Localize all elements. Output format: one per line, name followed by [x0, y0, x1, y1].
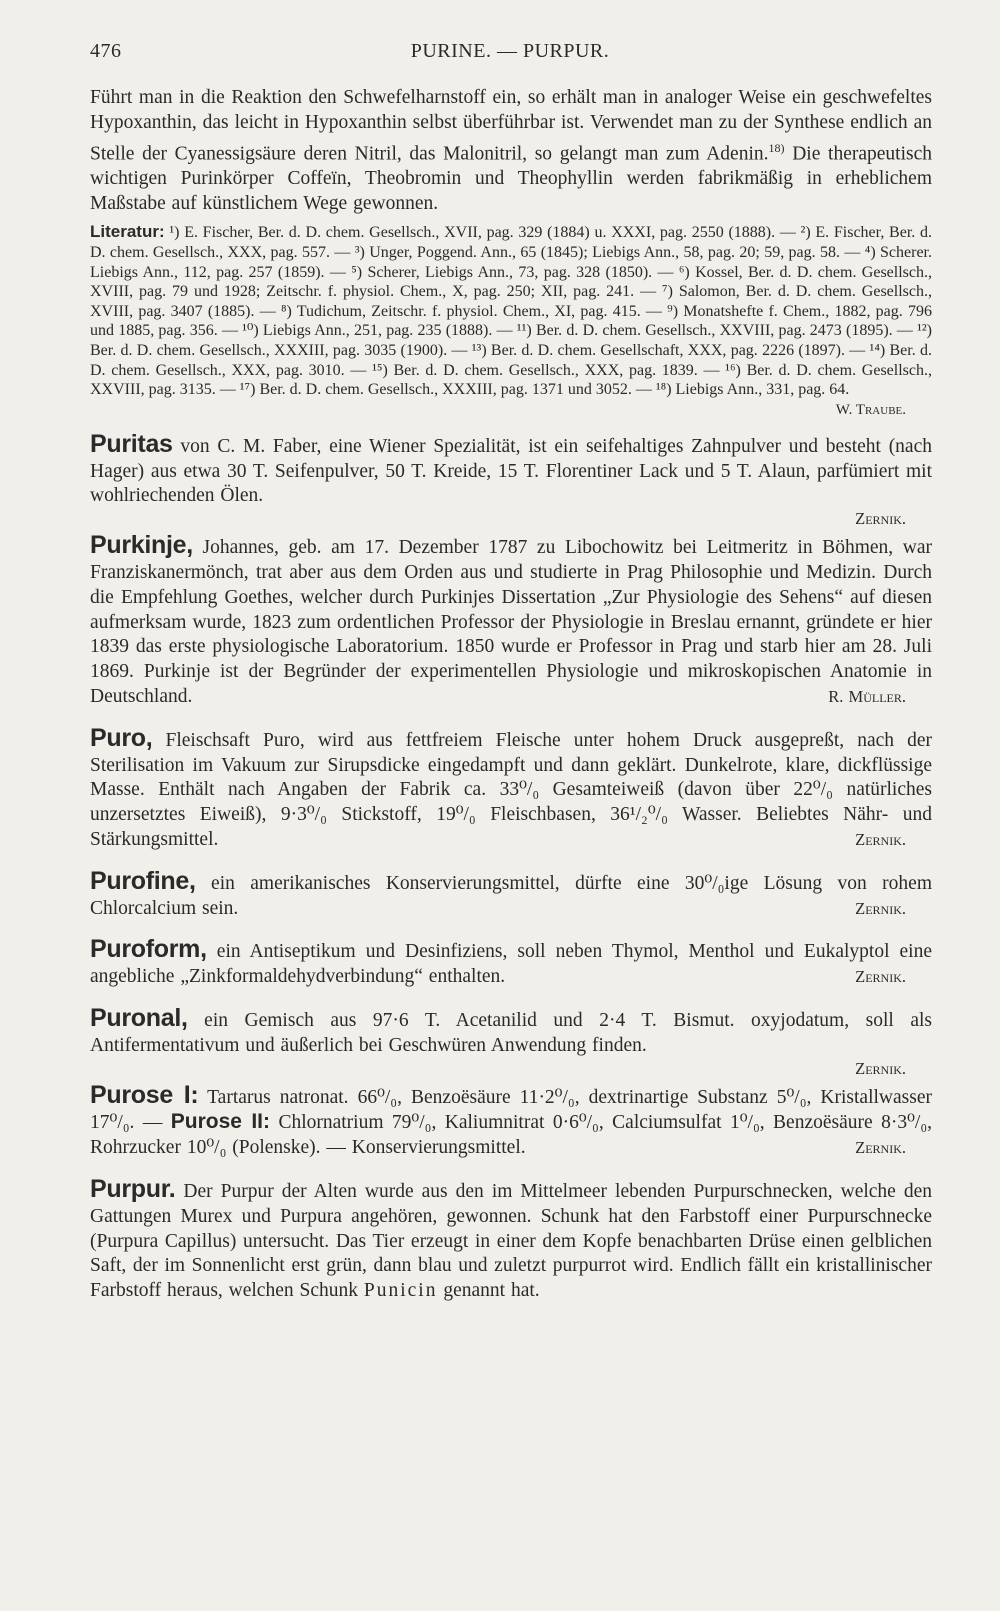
text-column [90, 86, 932, 1304]
entry-text: ein amerikanisches Konservierungsmittel, dürfte eine 30⁰/₀ige Lösung von rohem Chlorcalcium sein. [90, 872, 932, 919]
author-signature: Zernik. [855, 509, 906, 529]
entry-purkinje [90, 533, 932, 710]
entry-text: von C. M. Faber, eine Wiener Spezialität, ist ein seifehaltiges Zahnpulver und besteht (nach Hager) aus etwa 30 T. Seifenpulver, 50 T. Kreide, 15 T. Florentiner Lack und 5 T. Alaun, parfümiert mit wohlriechenden Ölen. [90, 435, 932, 507]
entry-purofine [90, 866, 932, 922]
author-signature: Zernik. [855, 829, 906, 849]
headword-purkinje: Purkinje, [90, 531, 193, 560]
footnote-ref-18: 18) [768, 140, 785, 155]
spaced-term-punicin: Punicin [363, 1280, 438, 1302]
entry-puro [90, 723, 932, 853]
entry-purpur [90, 1174, 932, 1304]
intro-text-2: Die therapeutisch wichtigen Purinkörper Coffeïn, Theobromin und Theophyllin werden fabrikmäßig in erheblichem Maßstabe auf künstlichem Wege gewonnen. [90, 143, 932, 214]
entry-text: Johannes, geb. am 17. Dezember 1787 zu Libochowitz bei Leitmeritz in Böhmen, war Franziskanermönch, trat aber aus dem Orden aus und studierte in Prag Philosophie und Medizin. Durch die Empfehlung Goethes, welcher durch Purkinjes Dissertation „Zur Physiologie des Sehens“ auf diesen aufmerksam wurde, 1823 zum ordentlichen Professor der Physiologie in Breslau ernannt, gründete er hier 1839 das erste physiologische Laboratorium. 1850 wurde er Professor in Prag und starb hier am 28. Juli 1869. Purkinje ist der Begründer der experimentellen Physiologie und mikroskopischen Anatomie in Deutschland. [90, 537, 932, 707]
headword-purose-1: Purose I: [90, 1080, 199, 1109]
intro-text: Führt man in die Reaktion den Schwefelharnstoff ein, so erhält man in analoger Weise ein geschwefeltes Hypoxanthin, das leicht in Hypoxanthin selbst überführbar ist. Verwendet man zu der Synthese endlich an Stelle der Cyanessigsäure deren Nitril, das Malonitril, so gelangt man zum Adenin. [90, 87, 932, 165]
literature-author: W. Traube. [835, 401, 906, 418]
running-title: PURINE. — PURPUR. [410, 40, 610, 62]
literature-block [90, 222, 932, 419]
author-signature: Zernik. [855, 967, 906, 987]
intro-paragraph [90, 86, 932, 216]
entry-puroform [90, 937, 932, 990]
author-signature: Zernik. [855, 1138, 906, 1158]
headword-purose-2: Purose II: [170, 1110, 271, 1134]
entry-text-2: genannt hat. [437, 1280, 540, 1302]
author-signature: Zernik. [855, 1058, 906, 1078]
author-signature: R. Müller. [828, 687, 906, 706]
literature-references: ¹) E. Fischer, Ber. d. D. chem. Gesellsch., XVII, pag. 329 (1884) u. XXXI, pag. 2550 (1888). — ²) E. Fischer, Ber. d. D. chem. Gesellsch., XXX, pag. 557. — ³) Unger, Poggend. Ann., 65 (1845); Liebigs Ann., 58, pag. 20; 59, pag. 58. — ⁴) Scherer. Liebigs Ann., 112, pag. 257 (1859). — ⁵) Scherer, Liebigs Ann., 73, pag. 328 (1850). — ⁶) Kossel, Ber. d. D. chem. Gesellsch., XVIII, pag. 79 und 1928; Zeitschr. f. physiol. Chem., X, pag. 250; XII, pag. 241. — ⁷) Salomon, Ber. d. D. chem. Gesellsch., XVIII, pag. 3407 (1885). — ⁸) Tudichum, Zeitschr. f. physiol. Chem., XI, pag. 415. — ⁹) Monatshefte f. Chem., 1882, pag. 796 und 1885, pag. 356. — ¹⁰) Liebigs Ann., 251, pag. 235 (1888). — ¹¹) Ber. d. D. chem. Gesellsch., XXVIII, pag. 2473 (1895). — ¹²) Ber. d. D. chem. Gesellsch., XXXIII, pag. 3035 (1900). — ¹³) Ber. d. D. chem. Gesellschaft, XXX, pag. 2226 (1897). — ¹⁴) Ber. d. D. chem. Gesellsch., XXX, pag. 3010. — ¹⁵) Ber. d. D. chem. Gesellsch., XXX, pag. 1839. — ¹⁶) Ber. d. D. chem. Gesellsch., XXVIII, pag. 3135. — ¹⁷) Ber. d. D. chem. Gesellsch., XXXIII, pag. 1371 und 3052. — ¹⁸) Liebigs Ann., 331, pag. 64. [90, 224, 932, 399]
entry-puronal [90, 1003, 932, 1079]
headword-puronal: Puronal, [90, 1003, 188, 1032]
entry-text: Fleischsaft Puro, wird aus fettfreiem Fleische unter hohem Druck ausgepreßt, nach der Sterilisation im Vakuum zur Sirupsdicke eingedampft und dann geklärt. Dunkelrote, klare, dickflüssige Masse. Enthält nach Angaben der Fabrik ca. 33⁰/₀ Gesamteiweiß (davon über 22⁰/₀ natürliches unzersetztes Eiweiß), 9·3⁰/₀ Stickstoff, 19⁰/₀ Fleischbasen, 36¹/₂⁰/₀ Wasser. Beliebtes Nähr- und Stärkungsmittel. [90, 729, 932, 850]
entry-text-2: Chlornatrium 79⁰/₀, Kaliumnitrat 0·6⁰/₀, Calciumsulfat 1⁰/₀, Benzoësäure 8·3⁰/₀, Rohrzucker 10⁰/₀ (Polenske). — Konservierungsmittel. [90, 1112, 932, 1159]
author-signature: Zernik. [855, 898, 906, 918]
literature-label: Literatur: [90, 222, 165, 242]
entry-text: Der Purpur der Alten wurde aus den im Mittelmeer lebenden Purpurschnecken, welche den Gattungen Murex und Purpura angehören, gewonnen. Schunk hat den Farbstoff einer Purpurschnecke (Purpura Capillus) untersucht. Das Tier erzeugt in einer dem Kopfe benachbarten Drüse einen gelblichen Saft, der im Sonnenlicht erst grün, dann blau und zuletzt purpurrot wird. Endlich fällt ein kristallinischer Farbstoff heraus, welchen Schunk [90, 1180, 932, 1302]
entry-text: Tartarus natronat. 66⁰/₀, Benzoësäure 11·2⁰/₀, dextrinartige Substanz 5⁰/₀, Kristallwasser 17⁰/₀. — [90, 1086, 932, 1134]
page-number: 476 [90, 40, 122, 62]
headword-purpur: Purpur. [90, 1174, 176, 1203]
entry-puritas [90, 429, 932, 529]
headword-puro: Puro, [90, 723, 153, 752]
headword-puroform: Puroform, [90, 935, 207, 964]
entry-text: ein Antiseptikum und Desinfiziens, soll neben Thymol, Menthol und Eukalyptol eine angebliche „Zinkformaldehydverbindung“ enthalten. [90, 941, 932, 988]
entry-purose [90, 1080, 932, 1161]
entry-text: ein Gemisch aus 97·6 T. Acetanilid und 2·4 T. Bismut. oxyjodatum, soll als Antifermentativum und äußerlich bei Geschwüren Anwendung finden. [90, 1009, 932, 1056]
headword-puritas: Puritas [90, 429, 173, 458]
headword-purofine: Purofine, [90, 866, 196, 895]
